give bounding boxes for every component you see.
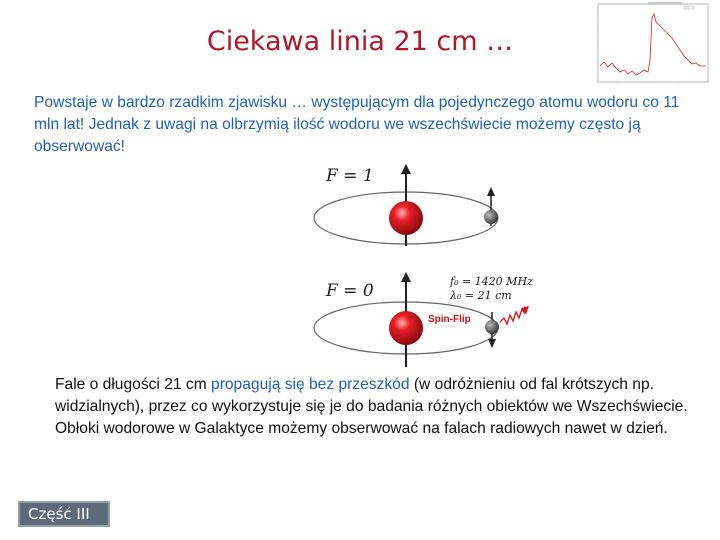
body-text-end: (w odróżnieniu od fal krótszych np. widzialnych), przez co wykorzystuje się je do badania różnych obiektów we Wszechświecie. Obłoki wodorowe w Galaktyce możemy obserwować na falach radiowych nawet w dzień. (55, 376, 688, 437)
body-paragraph (55, 374, 695, 440)
hyperfine-diagram (310, 162, 540, 372)
state-f0-label: F = 0 (326, 281, 374, 301)
state-f1-label: F = 1 (326, 166, 374, 186)
electron-top (484, 210, 498, 224)
part-badge: Część III (18, 501, 110, 527)
intro-paragraph: Powstaje w bardzo rzadkim zjawisku … występującym dla pojedynczego atomu wodoru co 11 mln lat! Jednak z uwagi na olbrzymią ilość wodoru we wszechświecie możemy często ją obserwować! (34, 94, 680, 155)
body-text-highlight: propagują się bez przeszkód (211, 376, 410, 393)
spectrum-thumbnail (588, 0, 712, 92)
frequency-label: f₀ = 1420 MHz (450, 275, 533, 288)
slide-title: Ciekawa linia 21 cm … (206, 26, 514, 57)
photon-wave-icon (500, 309, 525, 324)
electron-bottom (485, 320, 499, 334)
body-text-start: Fale o długości 21 cm (55, 376, 212, 393)
wavelength-label: λ₀ = 21 cm (450, 289, 512, 302)
proton-top (389, 201, 423, 235)
proton-bottom (389, 311, 423, 345)
spin-flip-label: Spin-Flip (428, 314, 471, 325)
